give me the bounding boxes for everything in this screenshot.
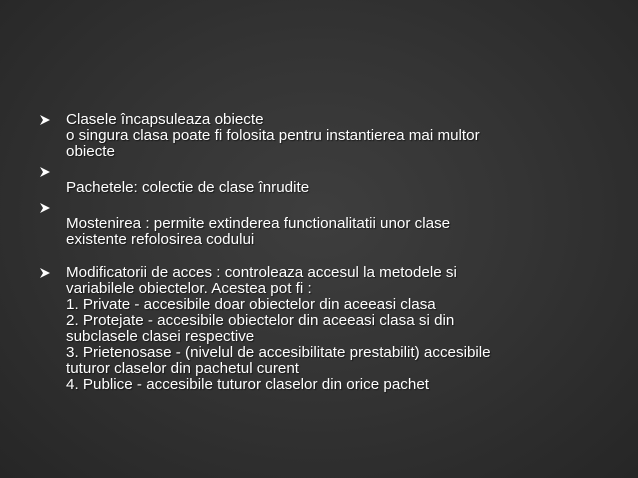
bullet-item-packages (40, 164, 610, 196)
bullet-line (66, 200, 610, 216)
bullet-line: variabilele obiectelor. Acestea pot fi : (66, 280, 312, 297)
arrowhead-bullet-icon (40, 167, 50, 177)
arrowhead-bullet-icon (40, 115, 50, 125)
bullet-item-access-modifiers (40, 265, 610, 393)
bullet-item-classes (40, 112, 610, 160)
bullet-line: tuturor claselor din pachetul curent (66, 360, 300, 377)
bullet-line: o singura clasa poate fi folosita pentru instantierea mai multor (66, 127, 480, 144)
bullet-line: 3. Prietenosase - (nivelul de accesibilitate prestabilit) accesibile (66, 344, 491, 361)
bullet-line: Mostenirea : permite extinderea functionalitatii unor clase (66, 215, 451, 232)
bullet-item-inheritance (40, 200, 610, 248)
spacer (40, 248, 610, 265)
bullet-line (66, 164, 610, 180)
bullet-line: 1. Private - accesibile doar obiectelor din aceeasi clasa (66, 296, 436, 313)
bullet-line: existente refolosirea codului (66, 231, 255, 248)
arrowhead-bullet-icon (40, 268, 50, 278)
bullet-line: 4. Publice - accesibile tuturor claselor din orice pachet (66, 376, 429, 393)
bullet-line: 2. Protejate - accesibile obiectelor din aceeasi clasa si din (66, 312, 455, 329)
bullet-line: obiecte (66, 143, 115, 160)
arrowhead-bullet-icon (40, 203, 50, 213)
bullet-line: Modificatorii de acces : controleaza accesul la metodele si (66, 264, 457, 281)
bullet-line: Pachetele: colectie de clase înrudite (66, 179, 310, 196)
bullet-line: subclasele clasei respective (66, 328, 255, 345)
bullet-list (40, 112, 610, 393)
bullet-line: Clasele încapsuleaza obiecte (66, 111, 264, 128)
